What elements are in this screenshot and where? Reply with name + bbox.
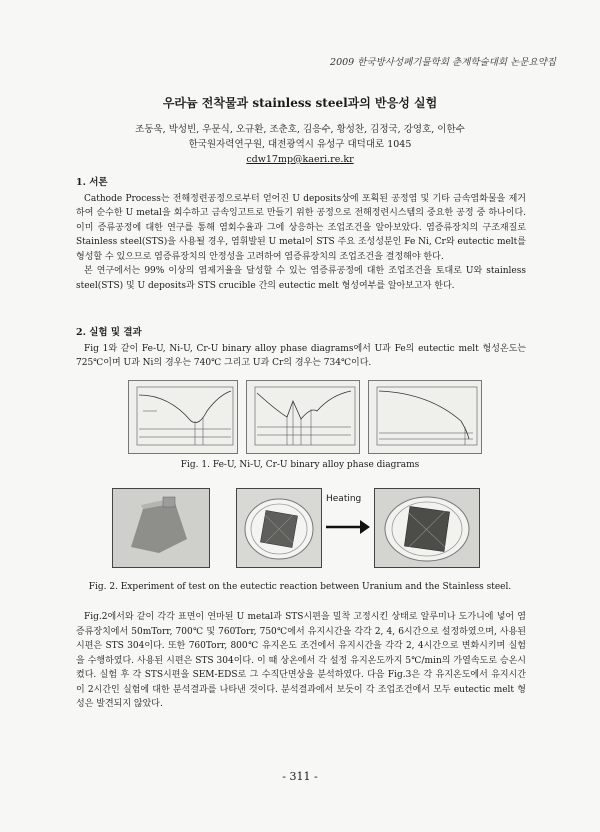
section-heading: 1. 서론 [76, 177, 108, 188]
phase-diagram-cr-u [368, 380, 482, 454]
section-experiment-continued [76, 610, 526, 712]
section-heading: 2. 실험 및 결과 [76, 327, 142, 338]
heating-arrow [324, 512, 370, 542]
section-introduction [76, 176, 526, 293]
conference-header: 2009 한국방사성폐기물학회 춘계학술대회 논문요약집 [330, 57, 556, 68]
paragraph: Cathode Process는 전해정련공정으로부터 얻어진 U deposits상에 포획된 공정염 및 기타 금속염화물을 제거하여 순수한 U metal을 회수하고 금속잉고트로 만들기 위한 공정으로 전해정련시스템의 중요한 공정 중 하나이다. 이미 증류공정에 대한 연구를 통해 염회수율과 그에 상응하는 조업조건을 알아보았다. 염증류장치의 구조재질로 Stainless steel(STS)을 사용될 경우, 염휘발된 U metal이 STS 주요 조성성분인 Fe Ni, Cr와 eutectic melt를 형성할 수 있으므로 염증류장치의 안정성을 고려하여 염증류장치의 조업조건을 결정해야 한다. [76, 193, 526, 262]
figure-1 [128, 380, 480, 452]
figure-2 [112, 488, 478, 568]
heating-label: Heating [326, 494, 362, 504]
paper-title: 우라늄 전착물과 stainless steel과의 반응성 실험 [162, 96, 438, 110]
author-block [0, 122, 600, 167]
affiliation: 한국원자력연구원, 대전광역시 유성구 대덕대로 1045 [188, 139, 412, 150]
phase-diagram-fe-u [128, 380, 238, 454]
paragraph: 본 연구에서는 99% 이상의 염제거율을 달성할 수 있는 염증류공정에 대한 조업조건을 토대로 U와 stainless steel(STS) 및 U deposits과 STS crucible 간의 eutectic melt 형성여부를 알아보고자 한다. [76, 266, 526, 291]
section-experiment [76, 326, 526, 371]
figure-1-caption: Fig. 1. Fe-U, Ni-U, Cr-U binary alloy phase diagrams [180, 460, 420, 470]
email-link[interactable]: cdw17mp@kaeri.re.kr [246, 154, 354, 165]
photo-crucible-after-heating [374, 488, 480, 568]
phase-diagram-ni-u [246, 380, 360, 454]
figure-2-caption: Fig. 2. Experiment of test on the eutectic reaction between Uranium and the Stainless steel. [88, 582, 512, 592]
paragraph: Fig 1와 같이 Fe-U, Ni-U, Cr-U binary alloy phase diagrams에서 U과 Fe의 eutectic melt 형성온도는 725℃이며 U과 Ni의 경우는 740℃ 그리고 U과 Cr의 경우는 734℃이다. [76, 343, 526, 368]
photo-u-metal-sts-specimen [112, 488, 210, 568]
photo-crucible-before-heating [236, 488, 322, 568]
author-list: 조동욱, 박성빈, 우문식, 오규환, 조춘호, 김응수, 황성찬, 김정국, 강영호, 이한수 [135, 124, 465, 135]
page-number: - 311 - [282, 770, 318, 783]
paragraph: Fig.2에서와 같이 각각 표면이 연마된 U metal과 STS시편을 밀착 고정시킨 상태로 알루미나 도가니에 넣어 염증류장치에서 50mTorr, 700℃ 및 760Torr, 750℃에서 유지시간을 각각 2, 4, 6시간으로 설정하였으며, 사용된 시편은 STS 304이다. 또한 760Torr, 800℃ 유지온도 조건에서 유지시간을 각각 2, 4시간으로 변화시키며 실험을 수행하였다. 사용된 시편은 STS 304이다. 이 때 상온에서 각 설정 유지온도까지 5℃/min의 가열속도로 승온시켰다. 실험 후 각 STS시편을 SEM-EDS로 그 수직단면상을 분석하였다. 다음 Fig.3은 각 유지온도에서 유지시간이 2시간인 실험에 대한 분석결과를 나타낸 것이다. 분석결과에서 보듯이 각 조업조건에서 모두 eutectic melt 형성은 발견되지 않았다. [76, 612, 526, 709]
